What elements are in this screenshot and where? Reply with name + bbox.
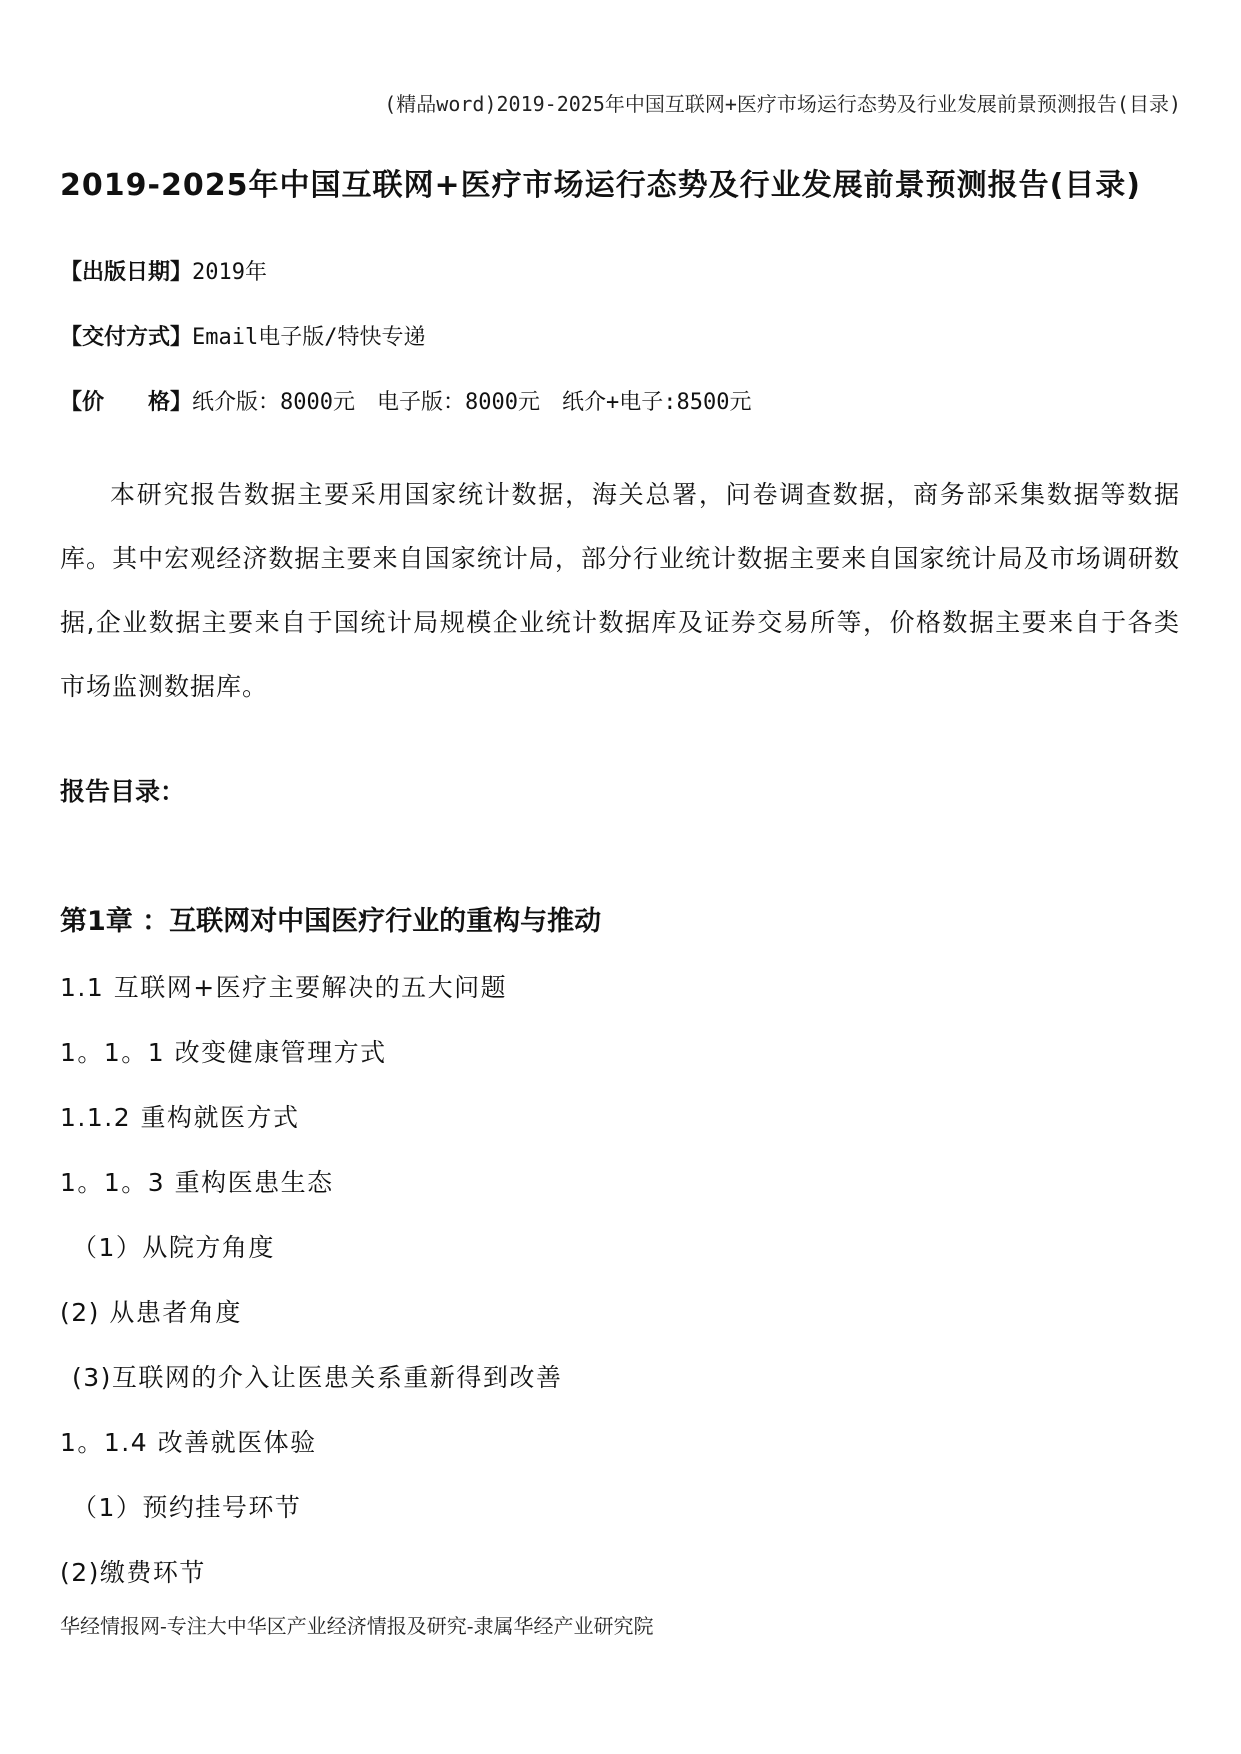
price <box>60 385 751 416</box>
toc-item: (2) 从患者角度 <box>60 1298 242 1327</box>
toc-item: 1。1。1 改变健康管理方式 <box>60 1038 387 1067</box>
intro-paragraph: 本研究报告数据主要采用国家统计数据，海关总署，问卷调查数据，商务部采集数据等数据库。其中宏观经济数据主要来自国家统计局，部分行业统计数据主要来自国家统计局及市场调研数据,企业数据主要来自于国统计局规模企业统计数据库及证券交易所等，价格数据主要来自于各类市场监测数据库。 <box>60 480 1180 701</box>
toc-heading: 报告目录： <box>60 777 186 806</box>
toc-item: （1）预约挂号环节 <box>72 1493 302 1522</box>
toc-item: 1。1.4 改善就医体验 <box>60 1428 317 1457</box>
price-label: 【价 格】 <box>60 390 193 415</box>
publish-date-value: 2019年 <box>192 260 267 285</box>
publish-date <box>60 255 267 286</box>
chapter-heading: 第1章 ：互联网对中国医疗行业的重构与推动 <box>60 906 602 937</box>
delivery-method <box>60 320 426 351</box>
publish-date-label: 【出版日期】 <box>60 260 193 285</box>
report-title: 2019-2025年中国互联网+医疗市场运行态势及行业发展前景预测报告(目录) <box>60 168 1142 203</box>
running-header: (精品word)2019-2025年中国互联网+医疗市场运行态势及行业发展前景预测报告(目录) <box>384 92 1181 116</box>
toc-item: 1。1。3 重构医患生态 <box>60 1168 334 1197</box>
toc-list <box>60 955 562 1605</box>
delivery-method-value: Email电子版/特快专递 <box>192 325 426 350</box>
page-footer: 华经情报网-专注大中华区产业经济情报及研究-隶属华经产业研究院 <box>60 1614 654 1638</box>
toc-item: (2)缴费环节 <box>60 1558 206 1587</box>
toc-item: (3)互联网的介入让医患关系重新得到改善 <box>72 1363 563 1392</box>
price-value: 纸介版：8000元 电子版：8000元 纸介+电子:8500元 <box>192 390 752 415</box>
toc-item: 1.1 互联网+医疗主要解决的五大问题 <box>60 973 508 1002</box>
delivery-method-label: 【交付方式】 <box>60 325 193 350</box>
toc-item: 1.1.2 重构就医方式 <box>60 1103 300 1132</box>
toc-item: （1）从院方角度 <box>72 1233 275 1262</box>
